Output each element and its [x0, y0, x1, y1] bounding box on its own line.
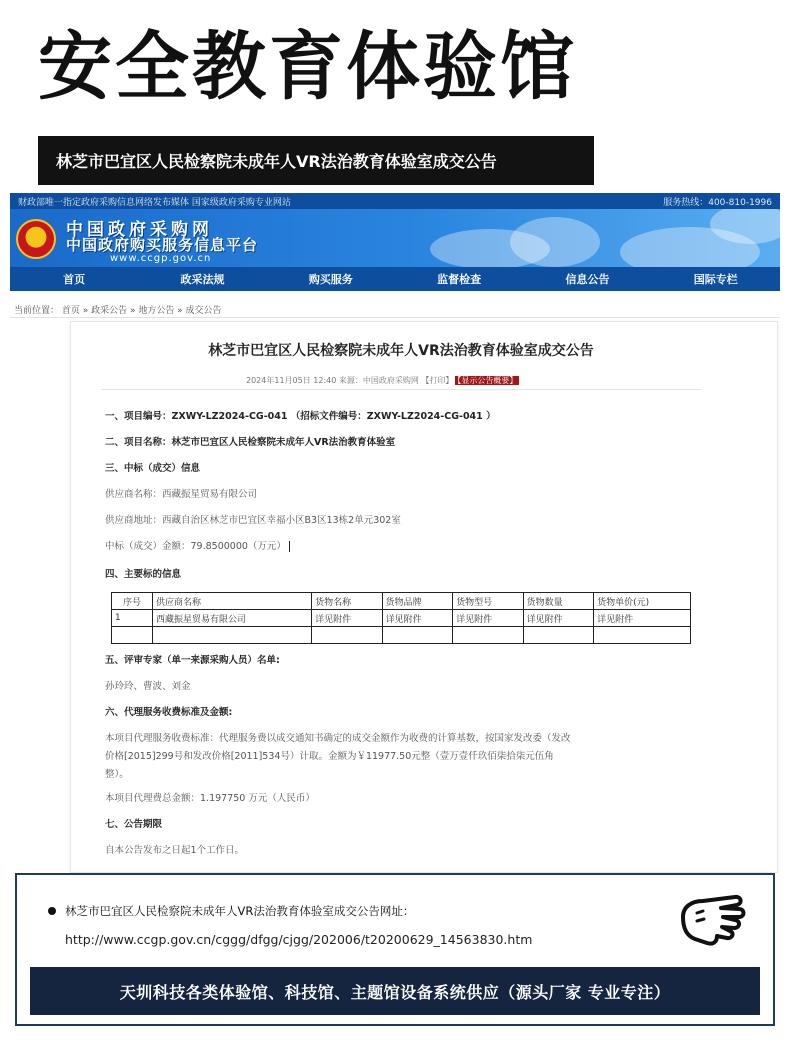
- site-name[interactable]: 中国政府采购网: [66, 220, 213, 240]
- table-header-row: [112, 593, 691, 610]
- divider: [101, 389, 701, 390]
- table-row: [112, 610, 691, 627]
- table-cell: 详见附件: [382, 610, 453, 627]
- headline-banner: 林芝市巴宜区人民检察院未成年人VR法治教育体验室成交公告: [38, 136, 594, 185]
- project-name: 二、项目名称：林芝市巴宜区人民检察院未成年人VR法治教育体验室: [105, 437, 396, 448]
- show-summary-button[interactable]: 【显示公告概要】: [457, 376, 518, 385]
- table-header: 货物单价(元): [594, 593, 691, 610]
- main-nav: [10, 267, 780, 291]
- items-table: [111, 592, 691, 644]
- bottom-info-box: [15, 873, 775, 1026]
- table-cell: [312, 627, 383, 644]
- divider: [10, 317, 780, 318]
- table-cell: 西藏振星贸易有限公司: [153, 610, 312, 627]
- fee-heading: 六、代理服务收费标准及金额:: [105, 707, 233, 718]
- breadcrumb[interactable]: 当前位置： 首页 » 政采公告 » 地方公告 » 成交公告: [14, 306, 222, 316]
- fee-standard-line: 本项目代理服务收费标准：代理服务费以成交通知书确定的成交金额作为收费的计算基数，按国家发改委（发改: [105, 733, 571, 744]
- table-cell: 详见附件: [594, 610, 691, 627]
- table-cell: [453, 627, 524, 644]
- announcement-url-link[interactable]: http://www.ccgp.gov.cn/cggg/dfgg/cjgg/202006/t20200629_14563830.htm: [65, 932, 533, 947]
- publish-info: 2024年11月05日 12:40 来源：中国政府采购网 【打印】: [246, 376, 454, 385]
- fee-standard-line: 整）。: [105, 769, 129, 780]
- nav-item-regulations[interactable]: 政采法规: [180, 273, 225, 286]
- supplier-name: 供应商名称：西藏振星贸易有限公司: [105, 489, 258, 500]
- service-hotline: 服务热线：400-810-1996: [663, 197, 772, 208]
- fee-total: 本项目代理费总金额：1.197750 万元（人民币）: [105, 793, 315, 804]
- site-slogan: 财政部唯一指定政府采购信息网络发布媒体 国家级政府采购专业网站: [18, 197, 291, 208]
- promo-banner: 天圳科技各类体验馆、科技馆、主题馆设备系统供应（源头厂家 专业专注）: [30, 967, 760, 1015]
- table-cell: [382, 627, 453, 644]
- national-emblem-icon: ★: [16, 219, 56, 259]
- experts-heading: 五、评审专家（单一来源采购人员）名单:: [105, 655, 280, 666]
- nav-item-supervision[interactable]: 监督检查: [437, 273, 482, 286]
- table-header: 货物数量: [523, 593, 594, 610]
- table-header: 供应商名称: [153, 593, 312, 610]
- project-number: 一、项目编号：ZXWY-LZ2024-CG-041 （招标文件编号：ZXWY-LZ2024-CG-041 ）: [105, 411, 496, 422]
- table-cell: [112, 627, 153, 644]
- site-top-strip: [10, 193, 780, 209]
- table-header: 序号: [112, 593, 153, 610]
- items-heading: 四、主要标的信息: [105, 569, 182, 580]
- announcement-screenshot: [10, 193, 780, 873]
- bullet-icon: [48, 907, 56, 915]
- table-header: 货物名称: [312, 593, 383, 610]
- table-cell: [594, 627, 691, 644]
- nav-item-international[interactable]: 国际专栏: [693, 273, 738, 286]
- nav-item-notices[interactable]: 信息公告: [565, 273, 610, 286]
- fee-standard-line: 价格[2015]299号和发改价格[2011]534号）计取。金额为￥11977.50元整（壹万壹仟玖佰柒拾柒元伍角: [105, 751, 554, 762]
- supplier-address: 供应商地址：西藏自治区林芝市巴宜区幸福小区B3区13栋2单元302室: [105, 515, 401, 526]
- page-title: 安全教育体验馆: [38, 24, 577, 110]
- site-url: www.ccgp.gov.cn: [110, 253, 212, 264]
- text-cursor: [289, 541, 290, 552]
- announcement-title: 林芝市巴宜区人民检察院未成年人VR法治教育体验室成交公告: [208, 343, 594, 359]
- experts-list: 孙玲玲、曹波、刘金: [105, 681, 191, 692]
- table-cell: [523, 627, 594, 644]
- table-cell: 详见附件: [523, 610, 594, 627]
- pointing-hand-icon: [677, 889, 759, 951]
- nav-item-services[interactable]: 购买服务: [308, 273, 353, 286]
- table-cell: 详见附件: [453, 610, 524, 627]
- site-masthead: [10, 209, 780, 267]
- table-row: [112, 627, 691, 644]
- table-header: 货物型号: [453, 593, 524, 610]
- site-subtitle: 中国政府购买服务信息平台: [66, 236, 259, 254]
- table-cell: 1: [112, 610, 153, 627]
- announcement-meta: [246, 375, 519, 386]
- nav-item-home[interactable]: 首页: [63, 273, 86, 286]
- period-heading: 七、公告期限: [105, 819, 163, 830]
- bid-amount: 中标（成交）金额：79.8500000（万元）: [105, 541, 286, 552]
- url-label: 林芝市巴宜区人民检察院未成年人VR法治教育体验室成交公告网址：: [65, 904, 415, 918]
- bid-amount-row: [105, 538, 290, 552]
- period-text: 自本公告发布之日起1个工作日。: [105, 845, 245, 856]
- table-cell: [153, 627, 312, 644]
- bid-info-heading: 三、中标（成交）信息: [105, 463, 201, 474]
- table-header: 货物品牌: [382, 593, 453, 610]
- announcement-card: [70, 321, 778, 873]
- table-cell: 详见附件: [312, 610, 383, 627]
